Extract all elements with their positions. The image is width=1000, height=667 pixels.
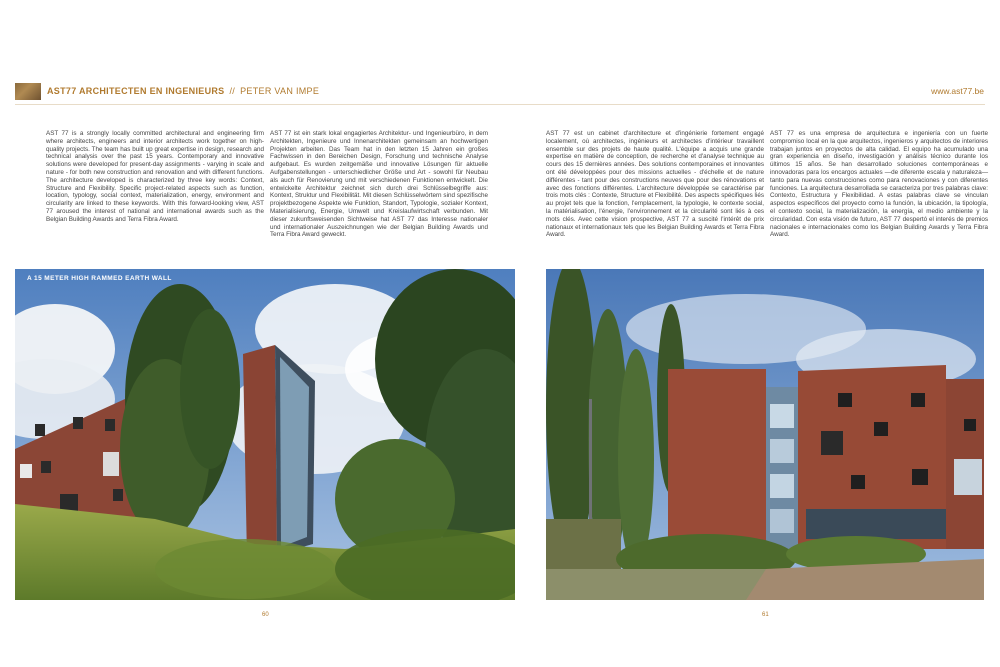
header-title xyxy=(47,86,319,96)
person-name: PETER VAN IMPE xyxy=(240,86,320,96)
photo-right-illustration xyxy=(546,269,984,600)
photo-caption: A 15 METER HIGH RAMMED EARTH WALL xyxy=(27,275,172,282)
header-divider xyxy=(15,104,985,105)
text-column-german: AST 77 ist ein stark lokal engagiertes Architektur- und Ingenieurbüro, in dem Architekten, Ingenieure und Innenarchitekten gemeinsam an hochwertigen Projekten arbeiten. Das Team hat in den letzten 15 Jahren ein großes Fachwissen in den Bereichen Design, Forschung und technische Analyse aufgebaut. Es wurden zeitgemäße und innovative Lösungen für aktuelle Aufgabenstellungen - unterschiedlicher Größe und Art - sowohl für Neubau als auch für Renovierung und mit verschiedenen Funktionen entwickelt. Die entwickelte Architektur zeichnet sich durch drei Schlüsselbegriffe aus: Kontext, Struktur und Flexibilität. Mit diesen Schlüsselwörtern sind spezifische projektbezogene Aspekte wie Funktion, Standort, Typologie, sozialer Kontext, Materialisierung, Energie, Umwelt und Kreislaufwirtschaft verbunden. Mit dieser zukunftsweisenden Sichtweise hat AST 77 das Interesse nationaler und internationaler Auszeichnungen wie der Belgian Building Awards und Terra Fibra Award geweckt. xyxy=(270,130,488,239)
website-link[interactable]: www.ast77.be xyxy=(931,86,984,96)
firm-name: AST77 ARCHITECTEN EN INGENIEURS xyxy=(47,86,225,96)
page-number-right: 61 xyxy=(762,612,769,618)
header-separator: // xyxy=(229,86,236,96)
page-number-left: 60 xyxy=(262,612,269,618)
text-column-french: AST 77 est un cabinet d'architecture et d'ingénierie fortement engagé localement, où architectes, ingénieurs et architectes d'intérieur travaillent ensemble sur des projets de haute qualité. L'équipe a acquis une grande expertise en matière de conception, de recherche et d'analyse technique au cours des 15 dernières années. Des solutions contemporaines et innovantes ont été développées pour des missions actuelles - d'échelle et de nature différentes - tant pour des constructions neuves que pour des rénovations et avec des fonctions différentes. L'architecture développée se caractérise par trois mots clés : Contexte, Structure et Flexibilité. Des aspects spécifiques liés au projet tels que la fonction, l'emplacement, la typologie, le contexte social, la matérialisation, l'énergie, l'environnement et la circularité sont liés à ces mots clés. Avec cette vision prospective, AST 77 a suscité l'intérêt de prix nationaux et internationaux tels que les Belgian Building Awards et Terra Fibra Award. xyxy=(546,130,764,239)
text-column-spanish: AST 77 es una empresa de arquitectura e ingeniería con un fuerte compromiso local en la que arquitectos, ingenieros y arquitectos de interiores trabajan juntos en proyectos de alta calidad. El equipo ha acumulado una gran experiencia en diseño, investigación y análisis técnico durante los últimos 15 años. Se han desarrollado soluciones contemporáneas e innovadoras para los encargos actuales —de diferente escala y naturaleza— tanto para nuevas construcciones como para renovaciones y con diferentes funciones. La arquitectura desarrollada se caracteriza por tres palabras clave: Contexto, Estructura y Flexibilidad. A estas palabras clave se vinculan aspectos específicos del proyecto como la función, la ubicación, la tipología, el contexto social, la materialización, la energía, el medio ambiente y la circularidad. Con esta visión de futuro, AST 77 despertó el interés de premios nacionales e internacionales como los Belgian Building Awards y Terra Fibra Award. xyxy=(770,130,988,239)
photo-rammed-earth-wall xyxy=(15,269,515,600)
header-color-swatch xyxy=(15,83,41,100)
photo-brick-building xyxy=(546,269,984,600)
photo-left-illustration xyxy=(15,269,515,600)
text-column-english: AST 77 is a strongly locally committed architectural and engineering firm where architects, engineers and interior architects work together on high-quality projects. The team has built up great expertise in design, research and technical analysis over the past 15 years. Contemporary and innovative solutions were developed for present-day assignments - varying in scale and nature - for both new construction and renovation and with different functions. The architecture developed is characterized by three key words: Context, Structure and Flexibility. Specific project-related aspects such as function, location, typology, social context, materialization, energy, environment and circularity are linked to these keywords. With this forward-looking view, AST 77 aroused the interest of national and international awards such as the Belgian Building Awards and Terra Fibra Award. xyxy=(46,130,264,223)
